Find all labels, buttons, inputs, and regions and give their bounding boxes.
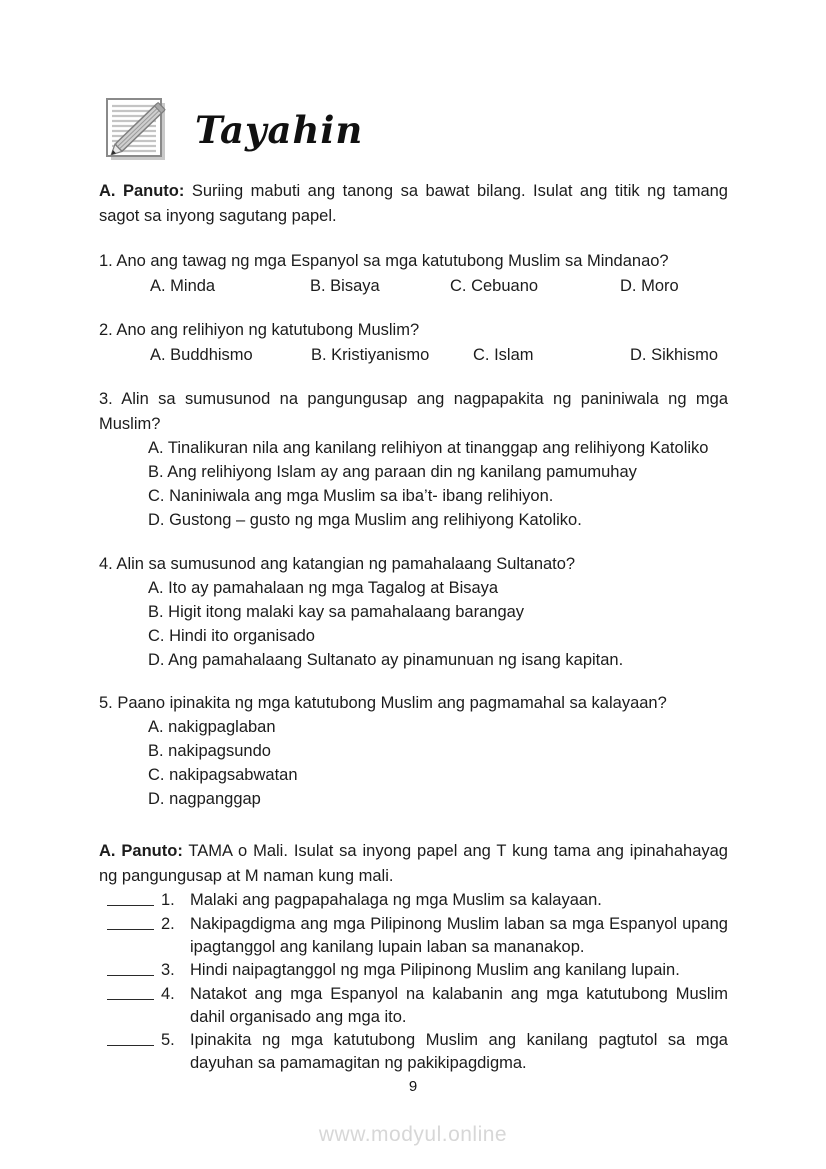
question-5 xyxy=(99,691,728,812)
part1-instruction xyxy=(99,179,728,229)
option: D. Sikhismo xyxy=(630,346,719,364)
question-2-options xyxy=(99,343,728,368)
item-text: Nakipagdigma ang mga Pilipinong Muslim laban sa mga Espanyol upang ipagtanggol ang kanilang lupain laban sa mananakop. xyxy=(190,914,728,956)
tf-item-5 xyxy=(99,1029,728,1075)
tf-item-1 xyxy=(99,889,728,913)
item-text: Natakot ang mga Espanyol na kalabanin ang mga katutubong Muslim dahil organisado ang mga ito. xyxy=(190,984,728,1026)
option: D. Ang pamahalaang Sultanato ay pinamunuan ng isang kapitan. xyxy=(148,650,624,669)
question-4-text: 4. Alin sa sumusunod ang katangian ng pamahalaang Sultanato? xyxy=(99,554,576,573)
page-header xyxy=(99,95,728,165)
question-1-text: 1. Ano ang tawag ng mga Espanyol sa mga katutubong Muslim sa Mindanao? xyxy=(99,252,669,270)
option: D. nagpanggap xyxy=(148,790,261,808)
option: A. nakigpaglaban xyxy=(148,718,276,736)
part1-label: A. Panuto: xyxy=(99,182,185,200)
question-3-options xyxy=(99,437,728,533)
option: A. Tinalikuran nila ang kanilang relihiyon at tinanggap ang relihiyong Katoliko xyxy=(148,439,709,457)
item-number: 5. xyxy=(161,1030,175,1049)
answer-blank xyxy=(99,959,161,983)
question-5-text: 5. Paano ipinakita ng mga katutubong Muslim ang pagmamahal sa kalayaan? xyxy=(99,694,667,712)
blank-line xyxy=(107,889,154,906)
part2-instruction xyxy=(99,839,728,889)
item-number: 2. xyxy=(161,914,175,933)
option: C. Islam xyxy=(473,346,534,364)
option: A. Buddhismo xyxy=(150,346,253,364)
tf-item-2 xyxy=(99,913,728,959)
option: D. Moro xyxy=(620,277,679,295)
answer-blank xyxy=(99,1029,161,1075)
option: B. Kristiyanismo xyxy=(311,346,430,364)
blank-line xyxy=(107,959,154,976)
question-4-options xyxy=(99,577,728,673)
item-number: 4. xyxy=(161,984,175,1003)
answer-blank xyxy=(99,913,161,959)
option: C. nakipagsabwatan xyxy=(148,766,298,784)
question-4 xyxy=(99,552,728,673)
part1-instruction-text: Suriing mabuti ang tanong sa bawat bilang. Isulat ang titik ng tamang sagot sa inyong sagutang papel. xyxy=(99,182,728,225)
item-text: Malaki ang pagpapahalaga ng mga Muslim sa kalayaan. xyxy=(190,890,602,909)
option: C. Naniniwala ang mga Muslim sa iba’t- ibang relihiyon. xyxy=(148,487,554,505)
page-title: Tayahin xyxy=(195,108,364,152)
item-number: 1. xyxy=(161,890,175,909)
option: D. Gustong – gusto ng mga Muslim ang relihiyong Katoliko. xyxy=(148,511,582,529)
question-2-text: 2. Ano ang relihiyon ng katutubong Muslim? xyxy=(99,321,420,339)
option: B. Bisaya xyxy=(310,277,380,295)
part2-section xyxy=(99,839,728,1075)
pencil-paper-icon xyxy=(99,95,179,165)
tf-item-4 xyxy=(99,983,728,1029)
item-text: Ipinakita ng mga katutubong Muslim ang kanilang pagtutol sa mga dayuhan sa pamamagitan ng pakikipagdigma. xyxy=(190,1030,728,1072)
option: C. Hindi ito organisado xyxy=(148,626,315,645)
blank-line xyxy=(107,983,154,1000)
option: A. Minda xyxy=(150,277,216,295)
answer-blank xyxy=(99,889,161,913)
question-3-text: 3. Alin sa sumusunod na pangungusap ang nagpapakita ng paniniwala ng mga Muslim? xyxy=(99,390,728,433)
option: B. Higit itong malaki kay sa pamahalaang barangay xyxy=(148,602,525,621)
question-1 xyxy=(99,249,728,299)
option: B. Ang relihiyong Islam ay ang paraan din ng kanilang pamumuhay xyxy=(148,463,637,481)
answer-blank xyxy=(99,983,161,1029)
page-content xyxy=(99,95,728,1075)
question-1-options xyxy=(99,274,728,299)
option: C. Cebuano xyxy=(450,277,539,295)
item-number: 3. xyxy=(161,960,175,979)
true-false-list xyxy=(99,889,728,1075)
watermark: www.modyul.online xyxy=(318,1123,508,1146)
part2-instruction-text: TAMA o Mali. Isulat sa inyong papel ang T kung tama ang ipinahahayag ng pangungusap at M naman kung mali. xyxy=(99,841,728,885)
question-5-options xyxy=(99,716,728,812)
tf-item-3 xyxy=(99,959,728,983)
page-number: 9 xyxy=(408,1078,418,1095)
option: A. Ito ay pamahalaan ng mga Tagalog at Bisaya xyxy=(148,578,499,597)
part2-label: A. Panuto: xyxy=(99,841,183,860)
blank-line xyxy=(107,913,154,930)
question-3 xyxy=(99,387,728,533)
item-text: Hindi naipagtanggol ng mga Pilipinong Muslim ang kanilang lupain. xyxy=(190,960,680,979)
blank-line xyxy=(107,1029,154,1046)
option: B. nakipagsundo xyxy=(148,742,271,760)
question-2 xyxy=(99,318,728,368)
